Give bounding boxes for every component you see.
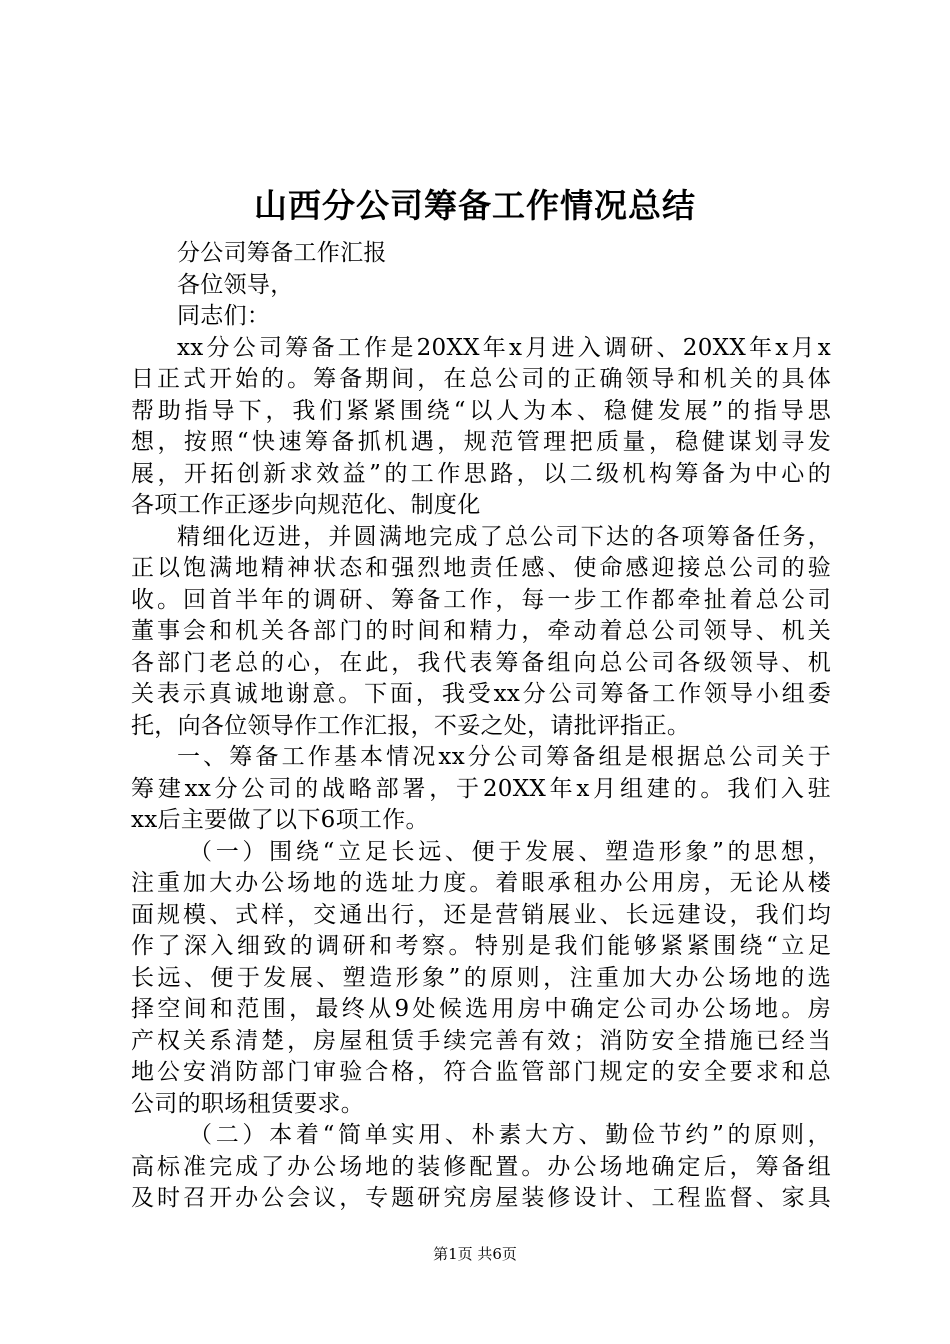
text-line: 分公司筹备工作汇报 — [177, 240, 387, 266]
text-line: 关表示真诚地谢意。下面，我受xx分公司筹备工作领导小组委 — [131, 681, 831, 707]
text-line: 展，开拓创新求效益”的工作思路，以二级机构筹备为中心的 — [131, 460, 831, 487]
document-body — [131, 208, 831, 1215]
text-line: 精细化迈进，并圆满地完成了总公司下达的各项筹备任务， — [177, 523, 831, 550]
text-line: 地公安消防部门审验合格，符合监管部门规定的安全要求和总 — [131, 1059, 831, 1085]
text-line: 收。回首半年的调研、筹备工作，每一步工作都牵扯着总公司 — [131, 586, 831, 613]
text-line: 董事会和机关各部门的时间和精力，牵动着总公司领导、机关 — [131, 618, 831, 644]
text-line: 作了深入细致的调研和考察。特别是我们能够紧紧围绕“立足 — [131, 933, 831, 959]
text-line: xx分公司筹备工作是20XX年x月进入调研、20XX年x月x — [177, 334, 831, 361]
text-line: （一）围绕“立足长远、便于发展、塑造形象”的思想， — [189, 838, 831, 865]
document-title: 山西分公司筹备工作情况总结 — [254, 186, 696, 225]
text-line: 日正式开始的。筹备期间，在总公司的正确领导和机关的具体 — [131, 366, 831, 392]
text-line: 公司的职场租赁要求。 — [131, 1090, 364, 1117]
text-line: 择空间和范围，最终从9处候选用房中确定公司办公场地。房 — [131, 996, 831, 1022]
text-line: 各部门老总的心，在此，我代表筹备组向总公司各级领导、机 — [131, 649, 831, 676]
text-line: 各项工作正逐步向规范化、制度化 — [131, 492, 481, 518]
text-line: xx后主要做了以下6项工作。 — [131, 807, 429, 833]
text-line: 想，按照“快速筹备抓机遇，规范管理把质量，稳健谋划寻发 — [131, 429, 831, 455]
text-line: 及时召开办公会议，专题研究房屋装修设计、工程监督、家具 — [131, 1185, 831, 1211]
text-line: 正以饱满地精神状态和强烈地责任感、使命感迎接总公司的验 — [131, 555, 831, 581]
text-line: 各位领导， — [177, 271, 294, 298]
text-line: （二）本着“简单实用、朴素大方、勤俭节约”的原则， — [189, 1122, 831, 1148]
text-line: 面规模、式样，交通出行，还是营销展业、长远建设，我们均 — [131, 901, 831, 928]
text-line: 高标准完成了办公场地的装修配置。办公场地确定后，筹备组 — [131, 1153, 831, 1180]
text-line: 一、筹备工作基本情况xx分公司筹备组是根据总公司关于 — [177, 744, 831, 770]
text-line: 托，向各位领导作工作汇报，不妥之处，请批评指正。 — [131, 712, 691, 739]
text-line: 筹建xx分公司的战略部署，于20XX年x月组建的。我们入驻 — [131, 775, 831, 802]
text-line: 注重加大办公场地的选址力度。着眼承租办公用房，无论从楼 — [131, 870, 831, 896]
text-line: 长远、便于发展、塑造形象”的原则，注重加大办公场地的选 — [131, 964, 831, 991]
text-line: 产权关系清楚，房屋租赁手续完善有效；消防安全措施已经当 — [131, 1027, 831, 1054]
text-line: 帮助指导下，我们紧紧围绕“以人为本、稳健发展”的指导思 — [131, 397, 831, 424]
page-number-footer: 第1页 共6页 — [433, 1245, 517, 1263]
text-line: 同志们： — [177, 303, 271, 329]
